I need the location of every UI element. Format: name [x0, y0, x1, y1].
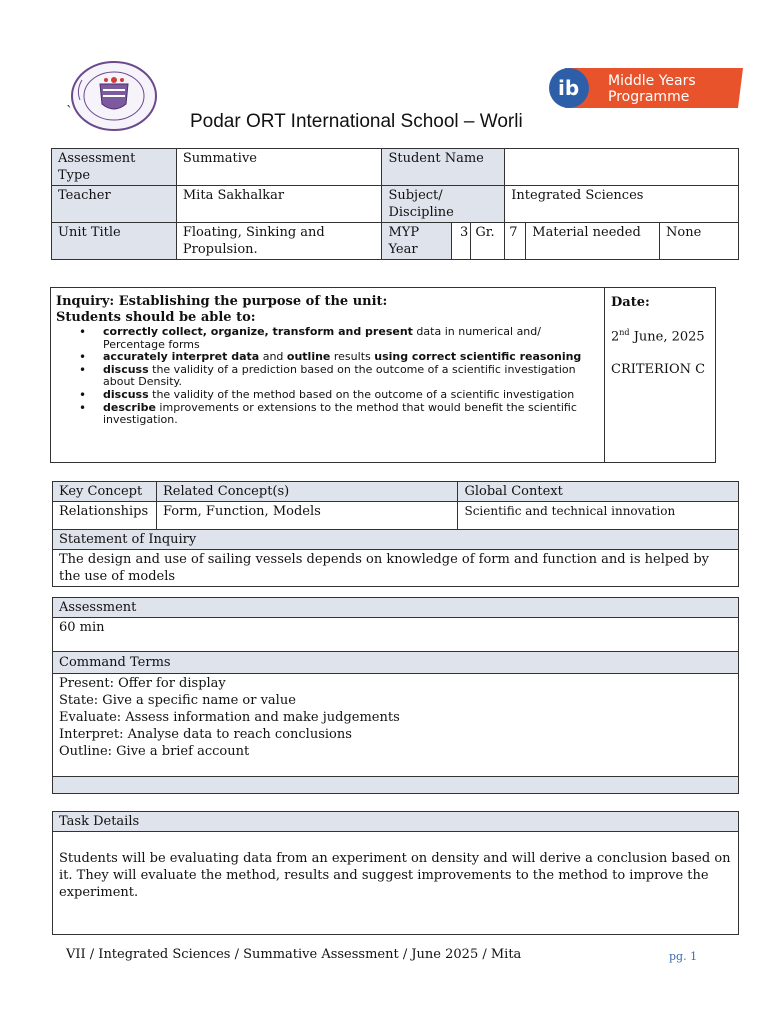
key-concept-value: Relationships: [53, 502, 157, 530]
assessment-duration: 60 min: [53, 618, 739, 652]
material-value: None: [660, 223, 739, 260]
unit-title-label: Unit Title: [52, 223, 177, 260]
list-item: • discuss the validity of the method based on the outcome of a scientific investigation: [103, 389, 604, 402]
info-table: [51, 148, 739, 260]
list-item: Outline: Give a brief account: [59, 744, 250, 759]
list-item: • discuss the validity of a prediction based on the outcome of a scientific investigation about Density.: [103, 364, 604, 389]
criterion-label: CRITERION C: [611, 362, 706, 378]
subject-label: Subject/ Discipline: [382, 186, 505, 223]
ib-logo: [545, 68, 743, 108]
list-item: Present: Offer for display: [59, 676, 226, 691]
student-name-field[interactable]: [505, 149, 739, 186]
student-name-label: Student Name: [382, 149, 505, 186]
concept-table: [52, 481, 739, 587]
task-table: [52, 811, 739, 935]
objectives-list: [51, 326, 604, 427]
empty-shaded-row: [53, 777, 739, 794]
statement-label: Statement of Inquiry: [53, 530, 739, 550]
myp-year-label: MYP Year: [382, 223, 452, 260]
date-value: 2nd June, 2025: [611, 328, 705, 345]
related-concept-value: Form, Function, Models: [156, 502, 457, 530]
myp-year-value: 3: [452, 223, 471, 260]
teacher-value: Mita Sakhalkar: [176, 186, 382, 223]
date-panel: [605, 288, 715, 462]
ib-mark: ib: [558, 76, 580, 100]
list-item: State: Give a specific name or value: [59, 693, 296, 708]
grade-label: Gr.: [471, 223, 505, 260]
school-crest-logo: [70, 60, 160, 132]
list-item: Interpret: Analyse data to reach conclusions: [59, 727, 352, 742]
task-details-label: Task Details: [53, 812, 739, 832]
ib-line1: Middle Years: [608, 73, 696, 89]
related-concept-label: Related Concept(s): [156, 482, 457, 502]
teacher-label: Teacher: [52, 186, 177, 223]
inquiry-heading: Inquiry: Establishing the purpose of the unit:: [56, 294, 388, 309]
list-item: Evaluate: Assess information and make judgements: [59, 710, 400, 725]
material-label: Material needed: [526, 223, 660, 260]
footer-text: VII / Integrated Sciences / Summative Assessment / June 2025 / Mita: [66, 947, 522, 962]
statement-value: The design and use of sailing vessels depends on knowledge of form and function and is helped by the use of models: [53, 550, 739, 587]
list-item: • describe improvements or extensions to the method that would benefit the scientific investigation.: [103, 402, 604, 427]
tick-mark: `: [66, 104, 73, 120]
assessment-type-label: Assessment Type: [52, 149, 177, 186]
assessment-label: Assessment: [53, 598, 739, 618]
assessment-table: [52, 597, 739, 794]
global-context-value: Scientific and technical innovation: [458, 502, 739, 530]
list-item: • correctly collect, organize, transform and present data in numerical and/ Percentage forms: [103, 326, 604, 351]
inquiry-box: [50, 287, 716, 463]
inquiry-subheading: Students should be able to:: [56, 310, 256, 325]
unit-title-value: Floating, Sinking and Propulsion.: [176, 223, 382, 260]
key-concept-label: Key Concept: [53, 482, 157, 502]
page-title: Podar ORT International School – Worli: [190, 111, 523, 132]
subject-value: Integrated Sciences: [505, 186, 739, 223]
list-item: • accurately interpret data and outline results using correct scientific reasoning: [103, 351, 604, 364]
task-details-text: Students will be evaluating data from an experiment on density and will derive a conclusion based on it. They will evaluate the method, results and suggest improvements to the method to improve the experiment.: [53, 832, 739, 935]
date-label: Date:: [611, 295, 650, 310]
assessment-type-value: Summative: [176, 149, 382, 186]
grade-value: 7: [505, 223, 526, 260]
global-context-label: Global Context: [458, 482, 739, 502]
command-terms-label: Command Terms: [53, 652, 739, 674]
ib-line2: Programme: [608, 89, 690, 105]
inquiry-objectives: [51, 288, 605, 462]
command-terms-list: [53, 674, 739, 777]
page-number: pg. 1: [669, 950, 698, 963]
